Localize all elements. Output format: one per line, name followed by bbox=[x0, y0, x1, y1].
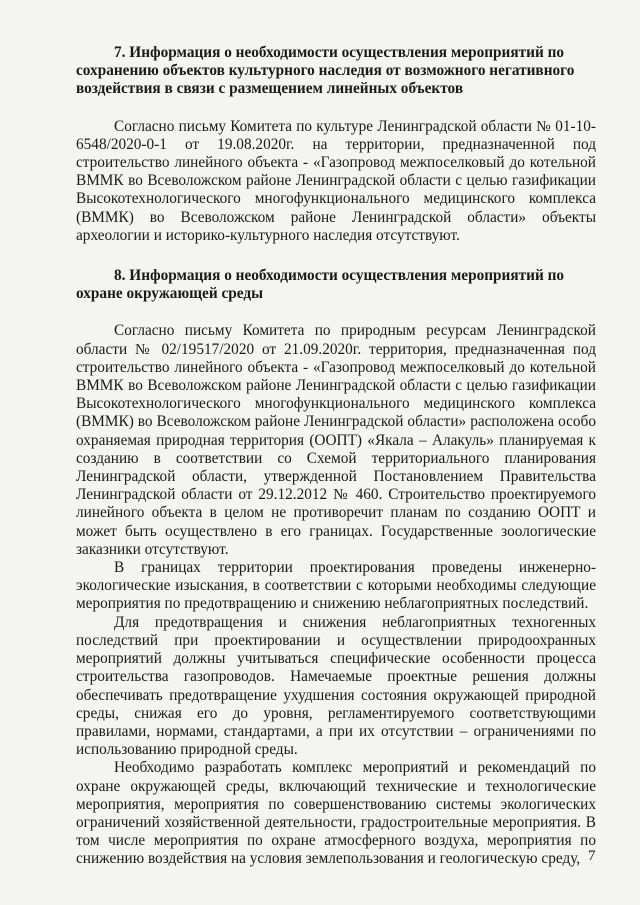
section-7-paragraph: Согласно письму Комитета по культуре Ленинградской области № 01-10-6548/2020-0-1 от 19.08.2020г. на территории, предназначенной под строительство линейного объекта - «Газопровод межпоселковый до котельной ВММК во Всеволожском районе Ленинградской области с целью газификации Высокотехнологического многофункционального медицинского комплекса (ВММК) во Всеволожском районе Ленинградской области» объекты археологии и историко-культурного наследия отсутствуют. bbox=[76, 117, 596, 244]
page-content bbox=[76, 44, 596, 869]
section-8-paragraph-3: Для предотвращения и снижения неблагоприятных техногенных последствий при проектировании и осуществлении природоохранных мероприятий должны учитываться специфические особенности процесса строительства газопроводов. Намечаемые проектные решения должны обеспечивать предотвращение ухудшения состояния окружающей природной среды, снижая его до уровня, регламентируемого соответствующими правилами, нормами, стандартами, а при их отсутствии – ограничениями по использованию природной среды. bbox=[76, 613, 596, 759]
page-number: 7 bbox=[588, 848, 596, 864]
section-8-paragraph-2: В границах территории проектирования проведены инженерно-экологические изыскания, в соответствии с которыми необходимы следующие мероприятия по предотвращению и снижению неблагоприятных последствий. bbox=[76, 559, 596, 613]
section-8-paragraph-1: Согласно письму Комитета по природным ресурсам Ленинградской области № 02/19517/2020 от 21.09.2020г. территория, предназначенная под строительство линейного объекта - «Газопровод межпоселковый до котельной ВММК во Всеволожском районе Ленинградской области с целью газификации Высокотехнологического многофункционального медицинского комплекса (ВММК) во Всеволожском районе Ленинградской области» расположена особо охраняемая природная территория (ООПТ) «Якала – Алакуль» планируемая к созданию в соответствии со Схемой территориального планирования Ленинградской области, утвержденной Постановлением Правительства Ленинградской области от 29.12.2012 № 460. Строительство проектируемого линейного объекта в целом не противоречит планам по созданию ООПТ и может быть осуществлено в его границах. Государственные зоологические заказники отсутствуют. bbox=[76, 322, 596, 558]
section-8-heading: 8. Информация о необходимости осуществления мероприятий по охране окружающей среды bbox=[76, 267, 565, 303]
section-7-heading: 7. Информация о необходимости осуществления мероприятий по сохранению объектов культурного наследия от возможного негативного воздействия в связи с размещением линейных объектов bbox=[76, 44, 575, 98]
section-8-paragraph-4: Необходимо разработать комплекс мероприятий и рекомендаций по охране окружающей среды, включающий технические и технологические мероприятия, мероприятия по совершенствованию системы экологических ограничений хозяйственной деятельности, градостроительные мероприятия. В том числе мероприятия по охране атмосферного воздуха, мероприятия по снижению воздействия на условия землепользования и геологическую среду, bbox=[76, 759, 596, 868]
